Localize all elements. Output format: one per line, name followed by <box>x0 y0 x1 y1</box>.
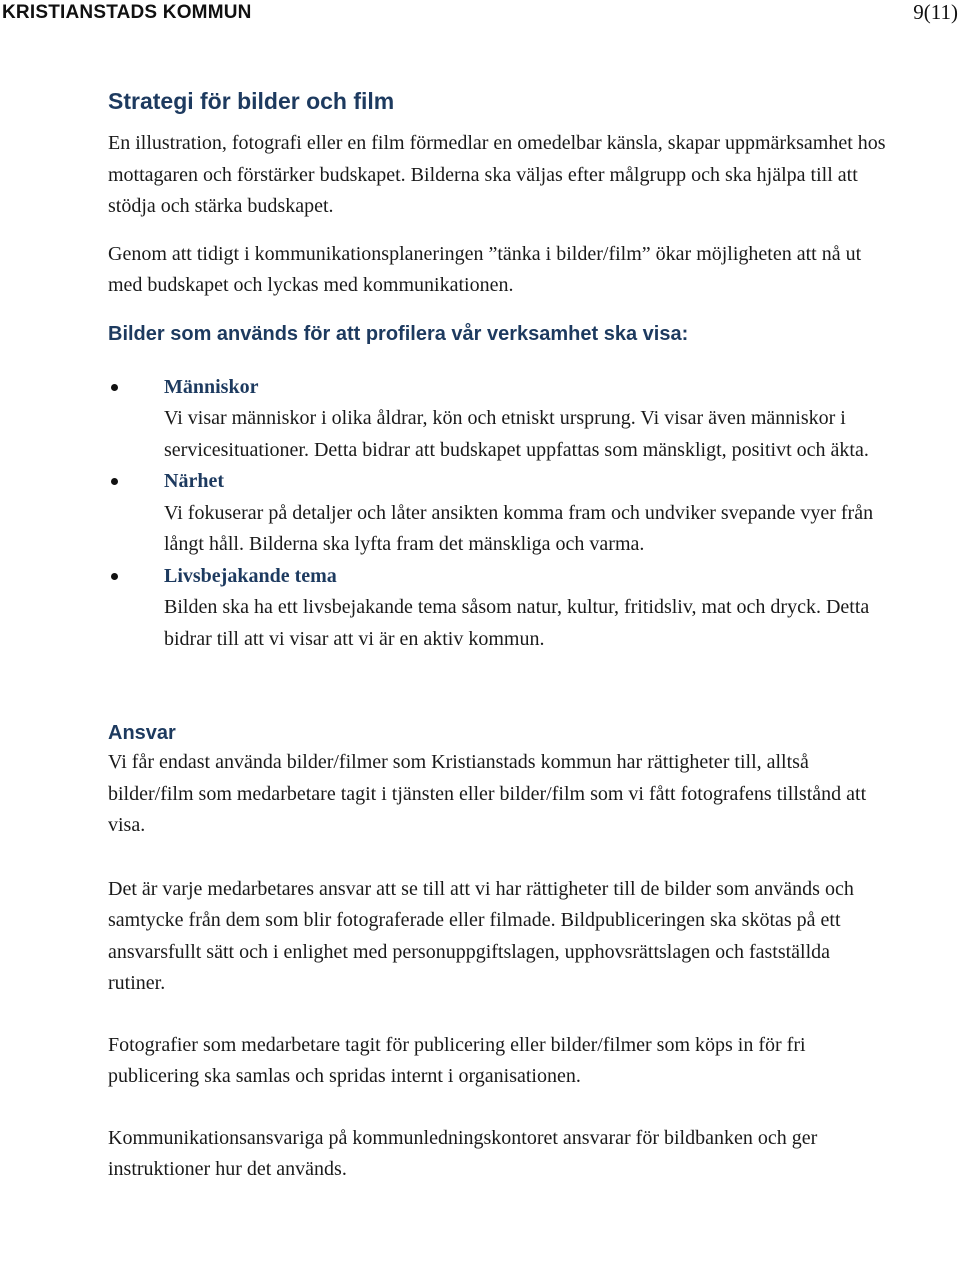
list-item <box>108 466 888 561</box>
bullet-icon <box>111 478 118 485</box>
image-criteria-list <box>108 372 888 656</box>
list-item-title: Livsbejakande tema <box>164 564 337 587</box>
list-item-text: Vi visar människor i olika åldrar, kön och etniskt ursprung. Vi visar även människor i servicesituationer. Detta bidrar att budskapet uppfattas som mänskligt, positivt och äkta. <box>164 407 869 461</box>
organization-name: KRISTIANSTADS KOMMUN <box>2 2 252 23</box>
bullet-icon <box>111 384 118 391</box>
publication-paragraph: Fotografier som medarbetare tagit för publicering eller bilder/filmer som köps in för fri publicering ska samlas och spridas internt i organisationen. <box>108 1033 806 1087</box>
list-item-text: Vi fokuserar på detaljer och låter ansikten komma fram och undviker svepande vyer från långt håll. Bilderna ska lyfta fram det mänskliga och varma. <box>164 501 874 555</box>
image-bank-paragraph: Kommunikationsansvariga på kommunledningskontoret ansvarar för bildbanken och ger instruktioner hur det används. <box>108 1126 818 1180</box>
bullet-icon <box>111 573 118 580</box>
section-heading-responsibility: Ansvar <box>108 722 176 744</box>
employee-responsibility-paragraph: Det är varje medarbetares ansvar att se till att vi har rättigheter till de bilder som används och samtycke från dem som blir fotograferade eller filmade. Bildpubliceringen ska skötas på ett ansvarsfullt sätt och i enlighet med personuppgiftslagen, upphovsrättslagen och fastställda rutiner. <box>108 877 854 994</box>
list-item-title: Närhet <box>164 470 224 492</box>
section-heading-profile-images: Bilder som används för att profilera vår verksamhet ska visa: <box>108 322 689 345</box>
list-item-text: Bilden ska ha ett livsbejakande tema såsom natur, kultur, fritidsliv, mat och dryck. Detta bidrar till att vi visar att vi är en aktiv kommun. <box>164 596 870 650</box>
list-item-title: Människor <box>164 375 259 398</box>
list-item <box>108 561 888 656</box>
section-heading-strategy: Strategi för bilder och film <box>108 88 395 114</box>
rights-paragraph: Vi får endast använda bilder/filmer som Kristianstads kommun har rättigheter till, alltså bilder/film som medarbetare tagit i tjänsten eller bilder/film som vi fått fotografens tillstånd att visa. <box>108 751 867 836</box>
document-body <box>108 86 888 1186</box>
planning-paragraph: Genom att tidigt i kommunikationsplaneringen ”tänka i bilder/film” ökar möjligheten att nå ut med budskapet och lyckas med kommunikationen. <box>108 242 862 296</box>
intro-paragraph: En illustration, fotografi eller en film förmedlar en omedelbar känsla, skapar uppmärksamhet hos mottagaren och förstärker budskapet. Bilderna ska väljas efter målgrupp och ska hjälpa till att stödja och stärka budskapet. <box>108 132 886 217</box>
list-item <box>108 372 888 467</box>
page-number: 9(11) <box>913 0 958 24</box>
